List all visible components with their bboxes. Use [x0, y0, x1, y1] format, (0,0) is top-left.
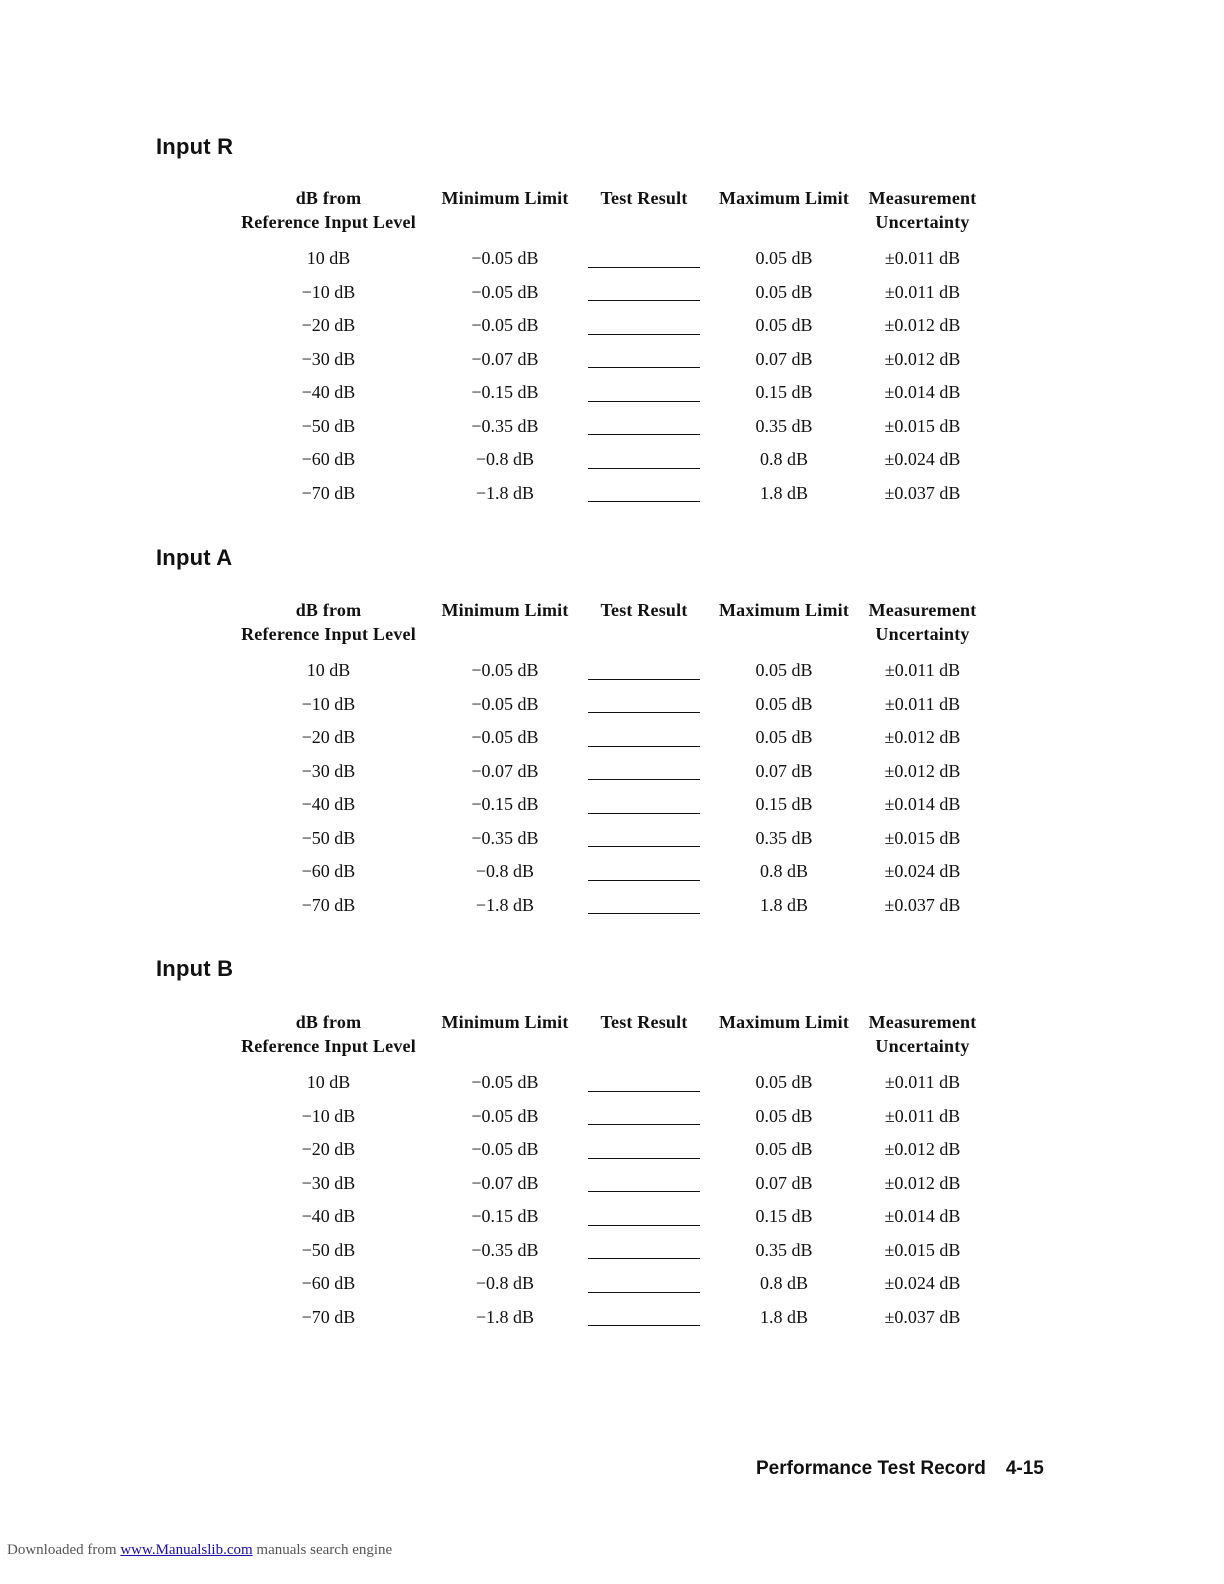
minimum-limit-cell: −0.07 dB: [471, 1172, 539, 1193]
col-header-test-result: Test Result: [600, 188, 688, 208]
manualslib-link[interactable]: www.Manualslib.com: [120, 1542, 253, 1558]
maximum-limit-cell: 0.15 dB: [755, 1206, 813, 1227]
test-result-cell: [579, 788, 709, 822]
test-result-cell: [579, 889, 709, 923]
uncertainty-cell: ±0.015 dB: [884, 1239, 961, 1260]
table-body: [226, 242, 986, 510]
test-result-cell: [579, 276, 709, 310]
uncertainty-cell: ±0.012 dB: [884, 727, 961, 748]
download-source-line: [7, 1542, 392, 1559]
table-header: [226, 186, 986, 242]
table-row: [226, 1167, 986, 1201]
uncertainty-cell: ±0.037 dB: [884, 894, 961, 915]
maximum-limit-cell: 0.05 dB: [755, 248, 813, 269]
test-result-cell: [579, 721, 709, 755]
reference-level-cell: −40 dB: [301, 1206, 356, 1227]
maximum-limit-cell: 0.05 dB: [755, 1105, 813, 1126]
table-row: [226, 788, 986, 822]
reference-level-cell: −70 dB: [301, 1306, 356, 1327]
minimum-limit-cell: −0.05 dB: [471, 1139, 539, 1160]
minimum-limit-cell: −0.05 dB: [471, 727, 539, 748]
maximum-limit-cell: 0.05 dB: [755, 1072, 813, 1093]
minimum-limit-cell: −0.07 dB: [471, 760, 539, 781]
test-result-blank[interactable]: [588, 420, 700, 435]
minimum-limit-cell: −0.8 dB: [475, 449, 535, 470]
uncertainty-cell: ±0.037 dB: [884, 482, 961, 503]
minimum-limit-cell: −0.15 dB: [471, 794, 539, 815]
uncertainty-cell: ±0.012 dB: [884, 315, 961, 336]
reference-level-cell: −20 dB: [301, 1139, 356, 1160]
minimum-limit-cell: −1.8 dB: [475, 482, 535, 503]
table-row: [226, 755, 986, 789]
reference-level-cell: −30 dB: [301, 760, 356, 781]
table-header: [226, 1010, 986, 1066]
table-row: [226, 276, 986, 310]
uncertainty-cell: ±0.011 dB: [884, 248, 961, 269]
table-row: [226, 822, 986, 856]
test-record-table-input-r: [226, 186, 986, 510]
reference-level-cell: −10 dB: [301, 1105, 356, 1126]
test-result-cell: [579, 477, 709, 511]
maximum-limit-cell: 0.8 dB: [759, 1273, 808, 1294]
section-title-input-a: Input A: [156, 545, 233, 570]
test-result-cell: [579, 309, 709, 343]
minimum-limit-cell: −0.8 dB: [475, 861, 535, 882]
maximum-limit-cell: 1.8 dB: [759, 894, 808, 915]
test-result-cell: [579, 822, 709, 856]
footer-title: Performance Test Record: [756, 1458, 986, 1479]
test-result-cell: [579, 755, 709, 789]
test-result-blank[interactable]: [588, 487, 700, 502]
reference-level-cell: −60 dB: [301, 861, 356, 882]
test-result-blank[interactable]: [588, 1211, 700, 1226]
reference-level-cell: −50 dB: [301, 1239, 356, 1260]
test-result-cell: [579, 1066, 709, 1100]
col-header-minimum-limit: Minimum Limit: [441, 600, 569, 620]
test-result-blank[interactable]: [588, 320, 700, 335]
col-header-reference-level: dB from Reference Input Level: [241, 600, 416, 644]
uncertainty-cell: ±0.011 dB: [884, 1105, 961, 1126]
table-row: [226, 410, 986, 444]
uncertainty-cell: ±0.011 dB: [884, 660, 961, 681]
test-result-cell: [579, 343, 709, 377]
maximum-limit-cell: 0.8 dB: [759, 449, 808, 470]
maximum-limit-cell: 0.35 dB: [755, 827, 813, 848]
test-result-cell: [579, 654, 709, 688]
minimum-limit-cell: −0.8 dB: [475, 1273, 535, 1294]
uncertainty-cell: ±0.024 dB: [884, 861, 961, 882]
maximum-limit-cell: 0.05 dB: [755, 693, 813, 714]
table-row: [226, 376, 986, 410]
test-result-blank[interactable]: [588, 665, 700, 680]
table-row: [226, 1200, 986, 1234]
table-header: [226, 598, 986, 654]
col-header-maximum-limit: Maximum Limit: [718, 600, 850, 620]
test-result-blank[interactable]: [588, 1144, 700, 1159]
reference-level-cell: −20 dB: [301, 315, 356, 336]
minimum-limit-cell: −0.35 dB: [471, 415, 539, 436]
test-result-blank[interactable]: [588, 1177, 700, 1192]
uncertainty-cell: ±0.037 dB: [884, 1306, 961, 1327]
uncertainty-cell: ±0.015 dB: [884, 827, 961, 848]
minimum-limit-cell: −1.8 dB: [475, 894, 535, 915]
test-result-cell: [579, 376, 709, 410]
uncertainty-cell: ±0.011 dB: [884, 1072, 961, 1093]
minimum-limit-cell: −0.07 dB: [471, 348, 539, 369]
col-header-reference-level: dB from Reference Input Level: [241, 1012, 416, 1056]
test-result-cell: [579, 242, 709, 276]
reference-level-cell: −10 dB: [301, 281, 356, 302]
maximum-limit-cell: 0.07 dB: [755, 760, 813, 781]
uncertainty-cell: ±0.012 dB: [884, 348, 961, 369]
table-header-row: [226, 1010, 986, 1066]
reference-level-cell: −30 dB: [301, 348, 356, 369]
reference-level-cell: 10 dB: [306, 1072, 351, 1093]
maximum-limit-cell: 0.15 dB: [755, 382, 813, 403]
col-header-minimum-limit: Minimum Limit: [441, 1012, 569, 1032]
test-result-blank[interactable]: [588, 832, 700, 847]
test-result-blank[interactable]: [588, 286, 700, 301]
col-header-reference-level: dB from Reference Input Level: [241, 188, 416, 232]
reference-level-cell: −10 dB: [301, 693, 356, 714]
test-result-blank[interactable]: [588, 765, 700, 780]
uncertainty-cell: ±0.015 dB: [884, 415, 961, 436]
reference-level-cell: −40 dB: [301, 794, 356, 815]
table-row: [226, 477, 986, 511]
maximum-limit-cell: 0.35 dB: [755, 1239, 813, 1260]
minimum-limit-cell: −0.05 dB: [471, 315, 539, 336]
test-result-blank[interactable]: [588, 1278, 700, 1293]
table-header-row: [226, 186, 986, 242]
test-result-blank[interactable]: [588, 866, 700, 881]
test-result-blank[interactable]: [588, 732, 700, 747]
maximum-limit-cell: 0.8 dB: [759, 861, 808, 882]
section-title-input-r: Input R: [156, 134, 234, 159]
test-result-blank[interactable]: [588, 1244, 700, 1259]
table-body: [226, 1066, 986, 1334]
maximum-limit-cell: 0.05 dB: [755, 727, 813, 748]
reference-level-cell: −40 dB: [301, 382, 356, 403]
col-header-test-result: Test Result: [600, 600, 688, 620]
test-result-cell: [579, 1133, 709, 1167]
test-result-blank[interactable]: [588, 1110, 700, 1125]
maximum-limit-cell: 1.8 dB: [759, 482, 808, 503]
table-row: [226, 855, 986, 889]
col-header-test-result: Test Result: [600, 1012, 688, 1032]
minimum-limit-cell: −0.35 dB: [471, 1239, 539, 1260]
test-result-cell: [579, 1200, 709, 1234]
table-row: [226, 721, 986, 755]
reference-level-cell: 10 dB: [306, 660, 351, 681]
uncertainty-cell: ±0.011 dB: [884, 693, 961, 714]
table-row: [226, 1100, 986, 1134]
reference-level-cell: −30 dB: [301, 1172, 356, 1193]
maximum-limit-cell: 0.35 dB: [755, 415, 813, 436]
test-result-blank[interactable]: [588, 387, 700, 402]
table-row: [226, 242, 986, 276]
table-row: [226, 1234, 986, 1268]
reference-level-cell: −50 dB: [301, 415, 356, 436]
test-result-blank[interactable]: [588, 454, 700, 469]
source-suffix: manuals search engine: [256, 1542, 393, 1558]
col-header-minimum-limit: Minimum Limit: [441, 188, 569, 208]
table-row: [226, 654, 986, 688]
col-header-measurement-uncertainty: Measurement Uncertainty: [868, 1012, 977, 1056]
minimum-limit-cell: −0.05 dB: [471, 660, 539, 681]
reference-level-cell: −50 dB: [301, 827, 356, 848]
maximum-limit-cell: 0.05 dB: [755, 281, 813, 302]
col-header-maximum-limit: Maximum Limit: [718, 188, 850, 208]
test-result-blank[interactable]: [588, 253, 700, 268]
col-header-measurement-uncertainty: Measurement Uncertainty: [868, 600, 977, 644]
table-row: [226, 309, 986, 343]
table-row: [226, 688, 986, 722]
uncertainty-cell: ±0.014 dB: [884, 794, 961, 815]
table-row: [226, 343, 986, 377]
maximum-limit-cell: 0.05 dB: [755, 1139, 813, 1160]
test-result-cell: [579, 1301, 709, 1335]
test-result-cell: [579, 410, 709, 444]
section-title-input-b: Input B: [156, 956, 234, 981]
minimum-limit-cell: −0.35 dB: [471, 827, 539, 848]
test-record-table-input-b: [226, 1010, 986, 1334]
col-header-maximum-limit: Maximum Limit: [718, 1012, 850, 1032]
uncertainty-cell: ±0.012 dB: [884, 1172, 961, 1193]
table-row: [226, 1267, 986, 1301]
test-result-blank[interactable]: [588, 353, 700, 368]
maximum-limit-cell: 0.07 dB: [755, 1172, 813, 1193]
test-result-cell: [579, 1234, 709, 1268]
maximum-limit-cell: 0.05 dB: [755, 315, 813, 336]
maximum-limit-cell: 0.05 dB: [755, 660, 813, 681]
test-result-cell: [579, 855, 709, 889]
table-header-row: [226, 598, 986, 654]
test-result-cell: [579, 443, 709, 477]
table-row: [226, 443, 986, 477]
minimum-limit-cell: −0.05 dB: [471, 693, 539, 714]
reference-level-cell: −70 dB: [301, 482, 356, 503]
reference-level-cell: −60 dB: [301, 1273, 356, 1294]
col-header-measurement-uncertainty: Measurement Uncertainty: [868, 188, 977, 232]
page-number: 4-15: [1005, 1458, 1044, 1479]
table-row: [226, 1301, 986, 1335]
test-result-cell: [579, 688, 709, 722]
reference-level-cell: −20 dB: [301, 727, 356, 748]
table-row: [226, 1133, 986, 1167]
page-footer: [756, 1458, 1044, 1480]
minimum-limit-cell: −0.05 dB: [471, 1105, 539, 1126]
table-body: [226, 654, 986, 922]
maximum-limit-cell: 0.07 dB: [755, 348, 813, 369]
test-record-table-input-a: [226, 598, 986, 922]
test-result-cell: [579, 1100, 709, 1134]
maximum-limit-cell: 0.15 dB: [755, 794, 813, 815]
test-result-blank[interactable]: [588, 899, 700, 914]
test-result-blank[interactable]: [588, 1311, 700, 1326]
uncertainty-cell: ±0.011 dB: [884, 281, 961, 302]
minimum-limit-cell: −0.05 dB: [471, 248, 539, 269]
minimum-limit-cell: −0.15 dB: [471, 1206, 539, 1227]
table-row: [226, 1066, 986, 1100]
reference-level-cell: −70 dB: [301, 894, 356, 915]
minimum-limit-cell: −0.05 dB: [471, 1072, 539, 1093]
uncertainty-cell: ±0.014 dB: [884, 382, 961, 403]
uncertainty-cell: ±0.012 dB: [884, 760, 961, 781]
test-result-blank[interactable]: [588, 1077, 700, 1092]
uncertainty-cell: ±0.012 dB: [884, 1139, 961, 1160]
reference-level-cell: 10 dB: [306, 248, 351, 269]
test-result-blank[interactable]: [588, 799, 700, 814]
uncertainty-cell: ±0.024 dB: [884, 449, 961, 470]
test-result-cell: [579, 1167, 709, 1201]
source-prefix: Downloaded from: [7, 1542, 117, 1558]
minimum-limit-cell: −0.15 dB: [471, 382, 539, 403]
reference-level-cell: −60 dB: [301, 449, 356, 470]
minimum-limit-cell: −1.8 dB: [475, 1306, 535, 1327]
test-result-cell: [579, 1267, 709, 1301]
uncertainty-cell: ±0.024 dB: [884, 1273, 961, 1294]
maximum-limit-cell: 1.8 dB: [759, 1306, 808, 1327]
table-row: [226, 889, 986, 923]
uncertainty-cell: ±0.014 dB: [884, 1206, 961, 1227]
minimum-limit-cell: −0.05 dB: [471, 281, 539, 302]
test-result-blank[interactable]: [588, 698, 700, 713]
